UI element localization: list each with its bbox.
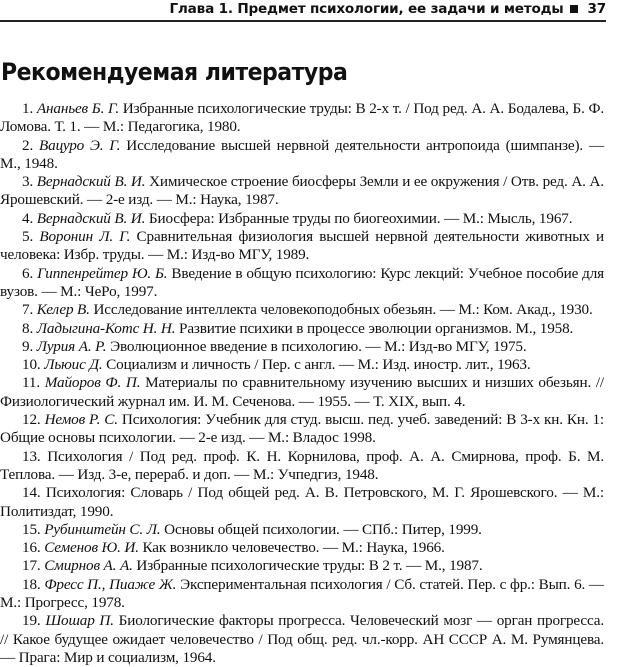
running-header	[0, 0, 606, 22]
reference-author: Смирнов А. А.	[44, 557, 133, 575]
reference-text: Основы общей психологии. — СПб.: Питер, 1999.	[164, 520, 482, 538]
reference-text: Психология: Учебник для студ. высш. пед. учеб. заведений: В 3-х кн. Кн. 1: Общие основы психологии. — 2-е изд. — М.: Владос 1998.	[0, 411, 605, 447]
reference-list	[0, 100, 604, 667]
reference-number: 16.	[22, 539, 41, 557]
reference-number: 10.	[22, 356, 41, 374]
reference-author: Вернадский В. И.	[36, 173, 146, 191]
reference-text: Исследование интеллекта человекоподобных обезьян. — М.: Ком. Акад., 1930.	[93, 301, 593, 319]
page-number: 37	[587, 0, 606, 17]
reference-text: Психология / Под ред. проф. К. Н. Корнилова, проф. А. А. Смирнова, проф. Б. М. Теплова. — Изд. 3-е, перераб. и доп. — М.: Учпедгиз, 1948.	[0, 447, 604, 483]
reference-item	[0, 301, 604, 319]
reference-item	[0, 137, 604, 174]
reference-author: Льюис Д.	[44, 356, 103, 374]
reference-number: 11.	[22, 374, 40, 392]
reference-item	[0, 557, 604, 575]
reference-text: Биологические факторы прогресса. Человеческий мозг — орган прогресса. // Какое будущее ожидает человечество / Под общ. ред. чл.-корр. АН СССР А. М. Румянцева. — Прага: Мир и социализм, 1964.	[0, 612, 604, 666]
reference-number: 19.	[22, 612, 41, 630]
reference-number: 3.	[22, 173, 34, 191]
reference-item	[0, 100, 604, 137]
reference-text: Исследование высшей нервной деятельности антропоида (шимпанзе). — М., 1948.	[0, 136, 604, 172]
reference-item	[0, 265, 604, 302]
reference-text: Химическое строение биосферы Земли и ее окружения / Отв. ред. А. А. Ярошевский. — 2-е изд. — М.: Наука, 1987.	[0, 173, 604, 209]
reference-text: Материалы по сравнительному изучению высших и низших обезьян. // Физиологический журнал им. И. М. Сеченова. — 1955. — Т. XIX, вып. 4.	[0, 374, 604, 410]
reference-author: Фресс П., Пиаже Ж.	[44, 575, 177, 593]
reference-item	[0, 210, 604, 228]
reference-number: 14.	[22, 484, 41, 502]
reference-item	[0, 228, 604, 265]
reference-number: 6.	[22, 264, 34, 282]
reference-item	[0, 448, 604, 485]
reference-text: Введение в общую психологию: Курс лекций: Учебное пособие для вузов. — М.: ЧеРо, 1997.	[0, 264, 605, 300]
reference-item	[0, 320, 604, 338]
reference-item	[0, 576, 604, 613]
reference-text: Экспериментальная психология / Сб. статей. Пер. с фр.: Вып. 6. — М.: Прогресс, 1978.	[0, 575, 604, 612]
reference-number: 15.	[22, 520, 41, 538]
reference-number: 1.	[22, 100, 34, 117]
reference-author: Вацуро Э. Г.	[39, 136, 121, 154]
reference-item	[0, 411, 604, 448]
reference-item	[0, 521, 604, 539]
reference-author: Шошар П.	[45, 612, 114, 630]
reference-number: 12.	[22, 411, 41, 429]
reference-author: Воронин Л. Г.	[39, 228, 131, 246]
reference-item	[0, 539, 604, 557]
reference-author: Вернадский В. И.	[36, 209, 146, 227]
reference-number: 7.	[22, 301, 34, 319]
reference-number: 13.	[22, 447, 41, 465]
reference-author: Лурия А. Р.	[36, 337, 107, 355]
reference-author: Семенов Ю. И.	[44, 539, 139, 557]
reference-number: 18.	[22, 575, 41, 593]
reference-author: Ананьев Б. Г.	[36, 100, 119, 117]
section-title: Рекомендуемая литература	[1, 59, 348, 87]
reference-text: Биосфера: Избранные труды по биогеохимии. — М.: Мысль, 1967.	[148, 209, 573, 227]
reference-text: Эволюционное введение в психологию. — М.: Изд-во МГУ, 1975.	[110, 337, 527, 355]
reference-author: Рубинштейн С. Л.	[44, 520, 161, 538]
reference-item	[0, 484, 604, 521]
reference-author: Ладыгина-Котс Н. Н.	[36, 319, 176, 337]
reference-text: Как возникло человечество. — М.: Наука, 1966.	[142, 539, 445, 557]
reference-number: 17.	[22, 557, 41, 575]
reference-author: Немов Р. С.	[44, 411, 118, 429]
reference-number: 4.	[22, 209, 34, 227]
reference-text: Развитие психики в процессе эволюции организмов. М., 1958.	[179, 319, 574, 337]
reference-text: Психология: Словарь / Под общей ред. А. В. Петровского, М. Г. Ярошевского. — М.: Политиздат, 1990.	[0, 484, 604, 520]
reference-item	[0, 612, 604, 667]
reference-number: 5.	[22, 228, 34, 246]
reference-text: Избранные психологические труды: В 2 т. — М., 1987.	[136, 557, 483, 575]
reference-item	[0, 338, 604, 356]
square-bullet-icon	[570, 5, 578, 13]
reference-number: 9.	[22, 337, 34, 355]
reference-author: Майоров Ф. П.	[44, 374, 141, 392]
chapter-title: Глава 1. Предмет психологии, ее задачи и методы	[169, 0, 564, 17]
reference-author: Келер В.	[36, 301, 90, 319]
reference-item	[0, 374, 604, 411]
reference-number: 8.	[22, 319, 34, 337]
reference-author: Гиппенрейтер Ю. Б.	[37, 264, 168, 282]
reference-text: Избранные психологические труды: В 2-х т. / Под ред. А. А. Бодалева, Б. Ф. Ломова. Т. 1. — М.: Педагогика, 1980.	[0, 100, 604, 136]
reference-item	[0, 356, 604, 374]
reference-number: 2.	[22, 136, 34, 154]
reference-text: Социализм и личность / Пер. с англ. — М.: Изд. иностр. лит., 1963.	[106, 356, 531, 374]
reference-item	[0, 173, 604, 210]
reference-text: Сравнительная физиология высшей нервной деятельности животных и человека: Избр. труды. — М.: Изд-во МГУ, 1989.	[0, 228, 604, 264]
